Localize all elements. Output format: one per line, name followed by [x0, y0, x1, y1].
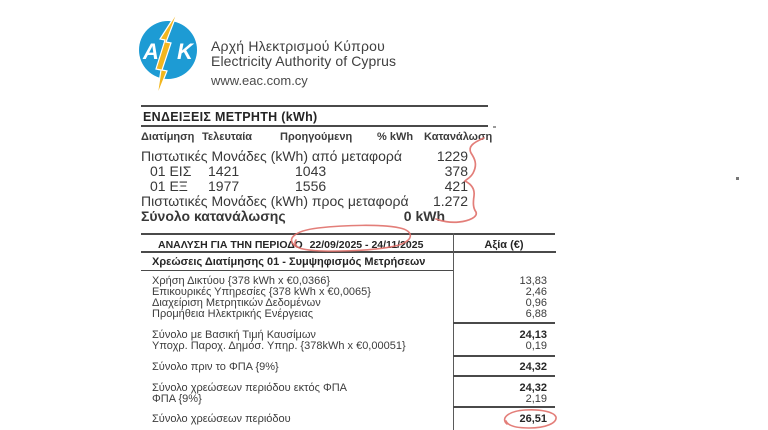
brand-website: www.eac.com.cy [211, 73, 308, 88]
charge-label: Προμήθεια Ηλεκτρικής Ενέργειας [152, 308, 314, 320]
carry-in-value: 1229 [436, 148, 468, 164]
charges-subsection-title: Χρεώσεις Διατίμησης 01 - Συμψηφισμός Μετρήσεων [152, 256, 426, 268]
analysis-header [158, 239, 423, 251]
charge-label: Σύνολο χρεώσεων περιόδου [152, 413, 291, 425]
meter-last: 1421 [208, 163, 240, 179]
value-col-rule [453, 355, 555, 357]
eac-logo [137, 8, 201, 100]
charge-label: ΦΠΑ {9%} [152, 393, 202, 405]
scan-speck [493, 126, 496, 128]
meter-code: 01 ΕΞ [150, 178, 188, 194]
charge-label: Υποχρ. Παροχ. Δημόσ. Υπηρ. {378kWh x €0,00051} [152, 340, 406, 352]
total-consumption-value: 0 kWh [403, 208, 445, 224]
meter-previous: 1556 [295, 178, 327, 194]
charge-label: Διαχείριση Μετρητικών Δεδομένων [152, 297, 321, 309]
meter-col-last: Τελευταία [202, 131, 253, 143]
carry-out-value: 1.272 [432, 193, 468, 209]
charge-value: 2,46 [525, 286, 547, 298]
meter-consumption: 378 [444, 163, 468, 179]
meter-previous: 1043 [295, 163, 327, 179]
analysis-rule-under-header [141, 251, 556, 253]
logo-letter-k: K [177, 39, 193, 64]
charge-label: Σύνολο χρεώσεων περιόδου εκτός ΦΠΑ [152, 382, 347, 394]
value-col-rule [453, 406, 555, 408]
charge-value: 2,19 [525, 393, 547, 405]
meter-code: 01 ΕΙΣ [150, 163, 192, 179]
meter-col-consumption: Κατανάλωση [424, 131, 493, 143]
carry-out-label: Πιστωτικές Μονάδες (kWh) προς μεταφορά [141, 193, 409, 209]
charge-value: 24,13 [519, 329, 547, 341]
charge-value: 26,51 [519, 413, 547, 425]
charge-value: 24,32 [519, 382, 547, 394]
value-col-rule [453, 322, 555, 324]
meter-col-tariff: Διατίμηση [141, 131, 195, 143]
charge-value: 13,83 [519, 275, 547, 287]
meter-rule-top [141, 105, 488, 107]
charge-label: Χρήση Δικτύου {378 kWh x €0,0366} [152, 275, 331, 287]
meter-col-previous: Προηγούμενη [280, 131, 353, 143]
meter-section-title: ΕΝΔΕΙΞΕΙΣ ΜΕΤΡΗΤΗ (kWh) [143, 110, 318, 124]
charge-value: 24,32 [519, 361, 547, 373]
analysis-period-dates: 22/09/2025 - 24/11/2025 [309, 239, 424, 251]
meter-consumption: 421 [444, 178, 468, 194]
value-column-header: Αξία (€) [484, 239, 524, 251]
brand-name-english: Electricity Authority of Cyprus [211, 53, 397, 69]
carry-in-label: Πιστωτικές Μονάδες (kWh) από μεταφορά [141, 148, 402, 164]
scan-speck [736, 177, 739, 180]
analysis-header-label: ΑΝΑΛΥΣΗ ΓΙΑ ΤΗΝ ΠΕΡΙΟΔΟ [158, 239, 303, 251]
meter-rule-under-title [141, 125, 488, 127]
total-consumption-label: Σύνολο κατανάλωσης [141, 208, 286, 224]
meter-last: 1977 [208, 178, 240, 194]
value-col-rule [453, 375, 555, 377]
charge-label: Σύνολο με Βασική Τιμή Καυσίμων [152, 329, 316, 341]
charge-value: 0,96 [525, 297, 547, 309]
analysis-rule-top [141, 233, 555, 235]
charge-value: 6,88 [525, 308, 547, 320]
charge-value: 0,19 [525, 340, 547, 352]
charge-label: Σύνολο πριν το ΦΠΑ {9%} [152, 361, 279, 373]
meter-col-pct-kwh: % kWh [377, 131, 414, 143]
charge-label: Επικουρικές Υπηρεσίες {378 kWh x €0,0065} [152, 286, 371, 298]
logo-letter-a: A [143, 39, 159, 64]
analysis-vertical-divider [453, 233, 454, 430]
rule-under-subsection [141, 270, 453, 271]
brand-name-greek: Αρχή Ηλεκτρισμού Κύπρου [211, 38, 385, 54]
